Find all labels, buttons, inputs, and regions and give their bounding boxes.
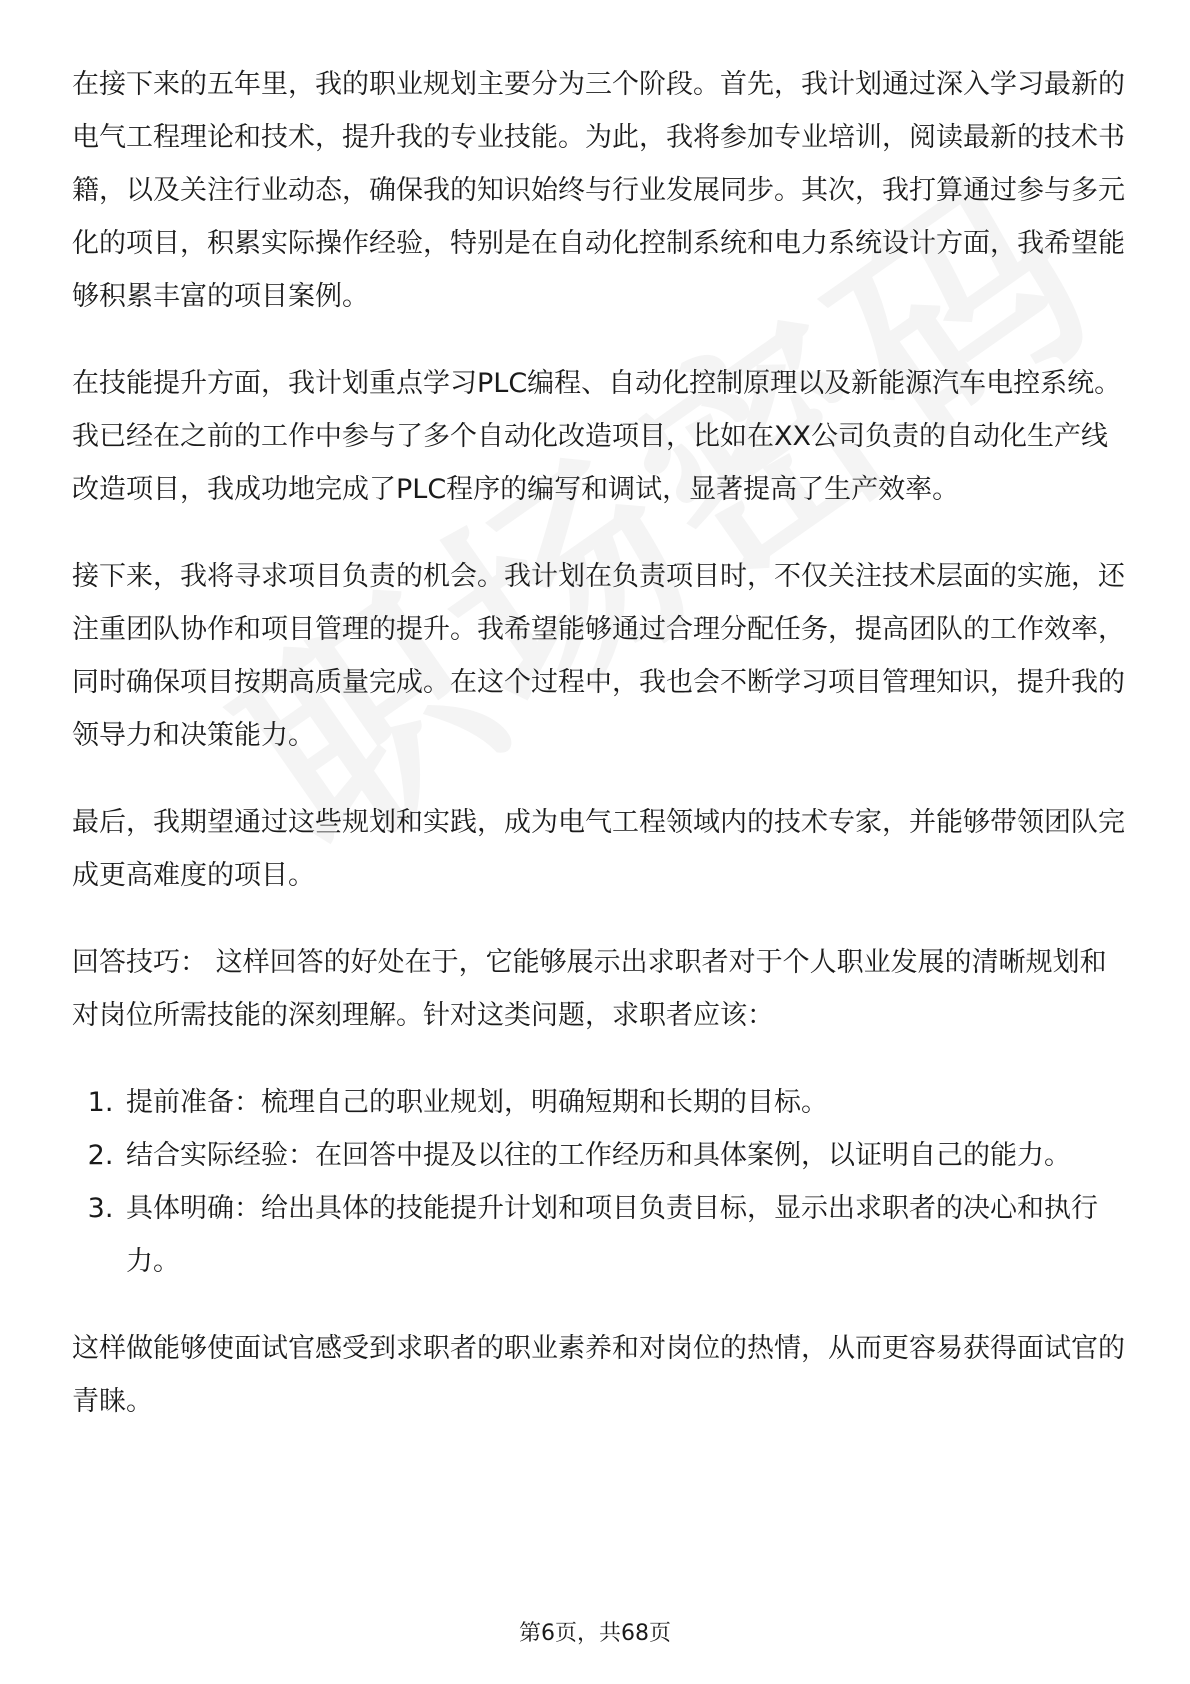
paragraph-closing: 这样做能够使面试官感受到求职者的职业素养和对岗位的热情，从而更容易获得面试官的青睐。: [72, 1333, 1125, 1417]
paragraph-answer-tips: 回答技巧： 这样回答的好处在于，它能够展示出求职者对于个人职业发展的清晰规划和对岗位所需技能的深刻理解。针对这类问题，求职者应该：: [72, 947, 1107, 1031]
paragraph-skill-improvement: 在技能提升方面，我计划重点学习PLC编程、自动化控制原理以及新能源汽车电控系统。我已经在之前的工作中参与了多个自动化改造项目，比如在XX公司负责的自动化生产线改造项目，我成功地完成了PLC程序的编写和调试，显著提高了生产效率。: [72, 368, 1122, 505]
list-item: 2. 结合实际经验：在回答中提及以往的工作经历和具体案例，以证明自己的能力。: [122, 1129, 1127, 1182]
paragraph-career-plan: 在接下来的五年里，我的职业规划主要分为三个阶段。首先，我计划通过深入学习最新的电气工程理论和技术，提升我的专业技能。为此，我将参加专业培训，阅读最新的技术书籍，以及关注行业动态，确保我的知识始终与行业发展同步。其次，我打算通过参与多元化的项目，积累实际操作经验，特别是在自动化控制系统和电力系统设计方面，我希望能够积累丰富的项目案例。: [72, 69, 1125, 312]
paragraph-goal: 最后，我期望通过这些规划和实践，成为电气工程领域内的技术专家，并能够带领团队完成更高难度的项目。: [72, 807, 1125, 891]
page-number: 第6页，共68页: [519, 1621, 671, 1646]
list-item: 3. 具体明确：给出具体的技能提升计划和项目负责目标，显示出求职者的决心和执行力。: [122, 1182, 1127, 1288]
paragraph-project-lead: 接下来，我将寻求项目负责的机会。我计划在负责项目时，不仅关注技术层面的实施，还注重团队协作和项目管理的提升。我希望能够通过合理分配任务，提高团队的工作效率，同时确保项目按期高质量完成。在这个过程中，我也会不断学习项目管理知识，提升我的领导力和决策能力。: [72, 561, 1125, 751]
list-item: 1. 提前准备：梳理自己的职业规划，明确短期和长期的目标。: [122, 1076, 1127, 1129]
tips-list: [72, 1076, 1127, 1288]
document-body: [72, 58, 1127, 1462]
